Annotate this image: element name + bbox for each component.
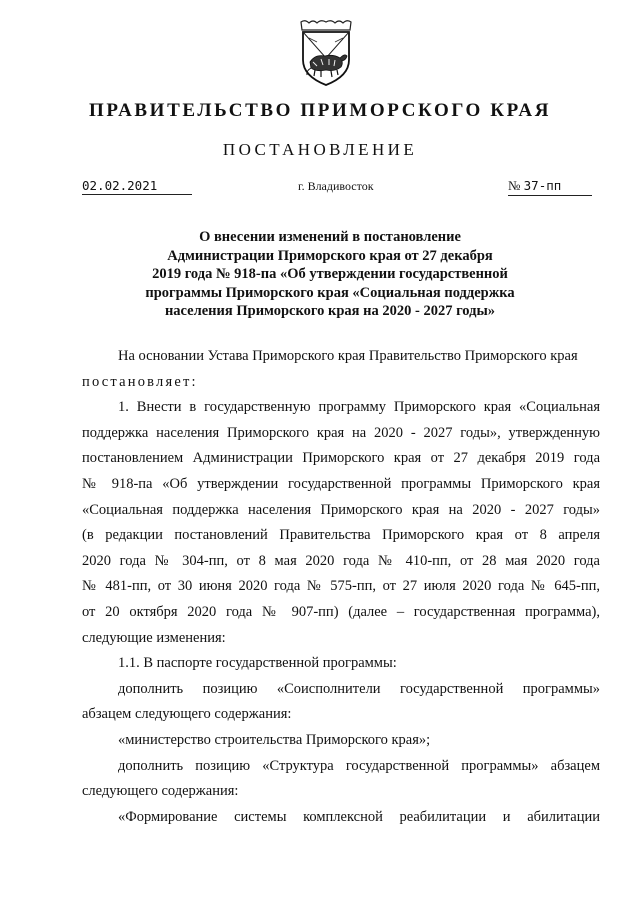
body-line: На основании Устава Приморского края Правительство Приморского края — [118, 348, 578, 364]
body-line: постановлением Администрации Приморского края от 27 декабря 2019 года — [82, 450, 600, 467]
body-line: № 481-пп, от 30 июня 2020 года № 575-пп, от 27 июля 2020 года № 645-пп, — [82, 578, 600, 595]
body-line: 1.1. В паспорте государственной программы: — [118, 655, 397, 672]
body-line: поддержка населения Приморского края на 2020 - 2027 годы», утвержденную — [82, 424, 600, 441]
document-city: г. Владивосток — [298, 179, 374, 193]
body-line: абзацем следующего содержания: — [82, 706, 292, 723]
document-meta-row — [0, 178, 640, 198]
document-subject — [130, 228, 530, 321]
body-line: дополнить позицию «Соисполнители государственной программы» — [118, 680, 600, 697]
subject-line: 2019 года № 918-па «Об утверждении государственной — [152, 266, 508, 282]
body-line: 1. Внести в государственную программу Приморского края «Социальная — [118, 399, 600, 416]
document-number-prefix: № — [508, 178, 524, 193]
coat-of-arms-emblem — [295, 18, 357, 88]
subject-line: программы Приморского края «Социальная поддержка — [145, 284, 515, 301]
body-line: «Социальная поддержка населения Приморского края на 2020 - 2027 годы» — [82, 501, 600, 518]
subject-line: населения Приморского края на 2020 - 2027 годы» — [164, 303, 496, 319]
body-line: № 918-па «Об утверждении государственной программы Приморского края — [82, 475, 600, 492]
body-line: 2020 года № 304-пп, от 8 мая 2020 года № 410-пп, от 28 мая 2020 года — [82, 552, 600, 569]
body-line: следующего содержания: — [82, 783, 239, 800]
document-type: ПОСТАНОВЛЕНИЕ — [222, 140, 418, 159]
body-line: постановляет: — [82, 373, 198, 390]
body-line: дополнить позицию «Структура государственной программы» абзацем — [118, 757, 600, 774]
subject-line: Администрации Приморского края от 27 декабря — [167, 247, 493, 264]
body-line: «Формирование системы комплексной реабилитации и абилитации — [118, 808, 600, 825]
body-line: следующие изменения: — [82, 629, 226, 646]
document-date: 02.02.2021 — [82, 178, 192, 195]
body-line: (в редакции постановлений Правительства Приморского края от 8 апреля — [82, 527, 600, 544]
body-line: от 20 октября 2020 года № 907-пп) (далее – государственная программа), — [82, 603, 600, 620]
document-body — [82, 344, 600, 830]
document-number — [508, 178, 592, 196]
subject-line: О внесении изменений в постановление — [199, 229, 461, 245]
government-title: ПРАВИТЕЛЬСТВО ПРИМОРСКОГО КРАЯ — [88, 100, 552, 121]
document-number-value: 37-пп — [523, 178, 562, 193]
body-line: «министерство строительства Приморского края»; — [118, 731, 431, 748]
